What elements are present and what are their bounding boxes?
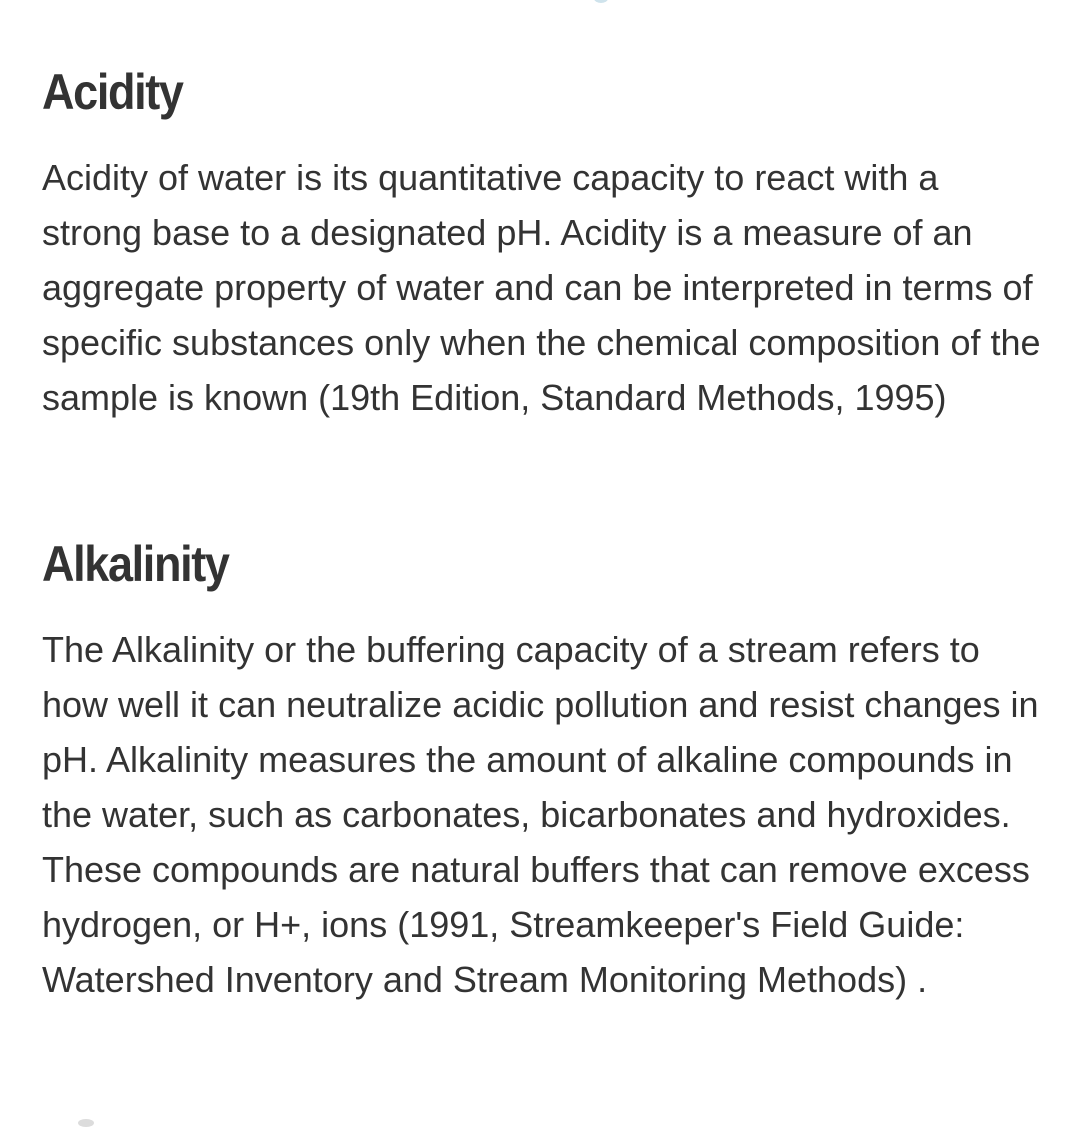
alkalinity-description: The Alkalinity or the buffering capacity of a stream refers to how well it can neutralize acidic pollution and resist changes in pH. Alkalinity measures the amount of alkaline compounds in the water, such as carbonates, bicarbonates and hydroxides. These compounds are natural buffers that can remove excess hydrogen, or H+, ions (1991, Streamkeeper's Field Guide: Watershed Inventory and Stream Monitoring Methods) . xyxy=(42,629,1039,1000)
scroll-edge-indicator xyxy=(594,0,608,3)
acidity-heading: Acidity xyxy=(42,64,183,120)
next-section-edge xyxy=(78,1119,94,1127)
acidity-description: Acidity of water is its quantitative capacity to react with a strong base to a designated pH. Acidity is a measure of an aggregate property of water and can be interpreted in terms of specific substances only when the chemical composition of the sample is known (19th Edition, Standard Methods, 1995) xyxy=(42,157,1041,418)
alkalinity-heading: Alkalinity xyxy=(42,536,229,592)
